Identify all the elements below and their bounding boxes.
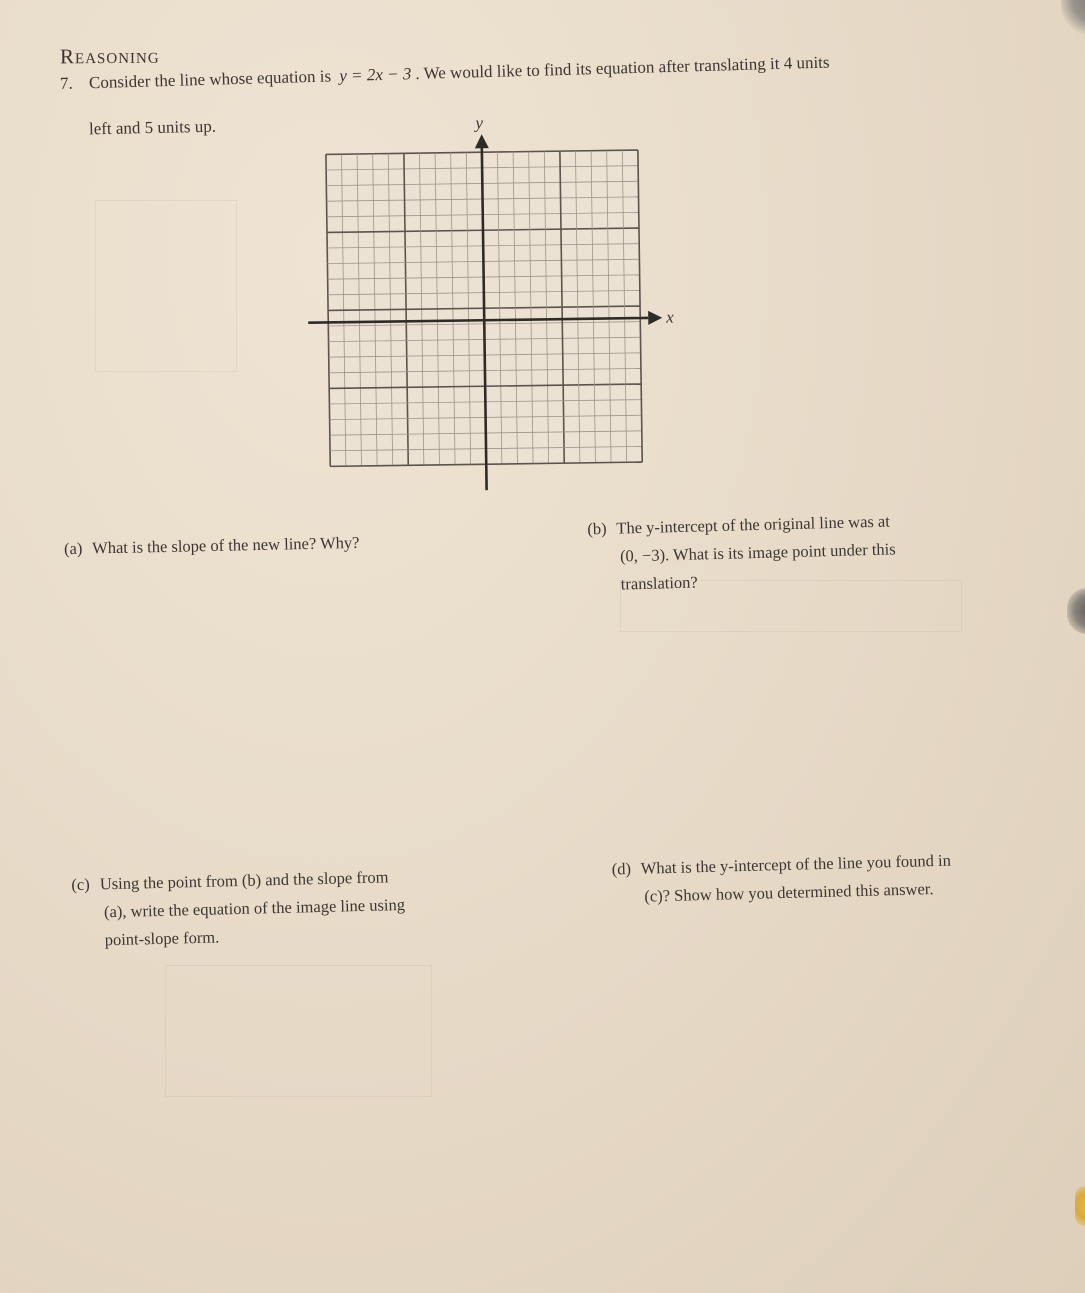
x-axis-arrow	[648, 311, 662, 325]
part-c-label: (c)	[71, 874, 90, 895]
question-text-after: . We would like to find its equation after translating it 4 units	[415, 52, 830, 84]
part-d-line2: (c)? Show how you determined this answer.	[644, 879, 934, 906]
part-d	[611, 845, 1032, 912]
part-c-line1: Using the point from (b) and the slope from	[99, 867, 389, 894]
part-b	[587, 505, 1001, 600]
page-edge-shadow	[1075, 1186, 1085, 1226]
question-number: 7.	[59, 73, 73, 93]
part-a	[64, 529, 360, 563]
question-text-before: Consider the line whose equation is	[88, 66, 332, 93]
bleed-through-shape	[165, 965, 432, 1097]
y-axis-arrow	[475, 134, 489, 148]
part-b-line2: (0, −3). What is its image point under this	[619, 539, 896, 566]
part-a-text: What is the slope of the new line? Why?	[91, 532, 360, 558]
part-c-line3: point-slope form.	[104, 927, 220, 950]
part-d-line1: What is the y-intercept of the line you found in	[640, 850, 952, 878]
part-a-label: (a)	[63, 538, 83, 559]
y-axis-label: y	[475, 113, 484, 133]
coordinate-grid-svg	[297, 105, 702, 501]
coordinate-grid	[297, 105, 702, 501]
page-edge-shadow	[1067, 588, 1085, 634]
page-edge-shadow	[1061, 0, 1085, 36]
question-line-2: left and 5 units up.	[88, 116, 217, 139]
part-c	[71, 861, 488, 955]
part-d-label: (d)	[611, 859, 632, 879]
bleed-through-shape	[95, 200, 237, 372]
part-c-line2: (a), write the equation of the image line using	[103, 894, 406, 922]
part-b-label: (b)	[587, 518, 607, 539]
x-axis-label: x	[666, 307, 674, 327]
section-heading: Reasoning	[59, 43, 160, 69]
part-b-line1: The y-intercept of the original line was at	[616, 511, 891, 538]
part-b-line3: translation?	[620, 572, 698, 594]
question-line-1	[60, 48, 980, 94]
question-equation: y = 2x − 3	[339, 64, 412, 86]
